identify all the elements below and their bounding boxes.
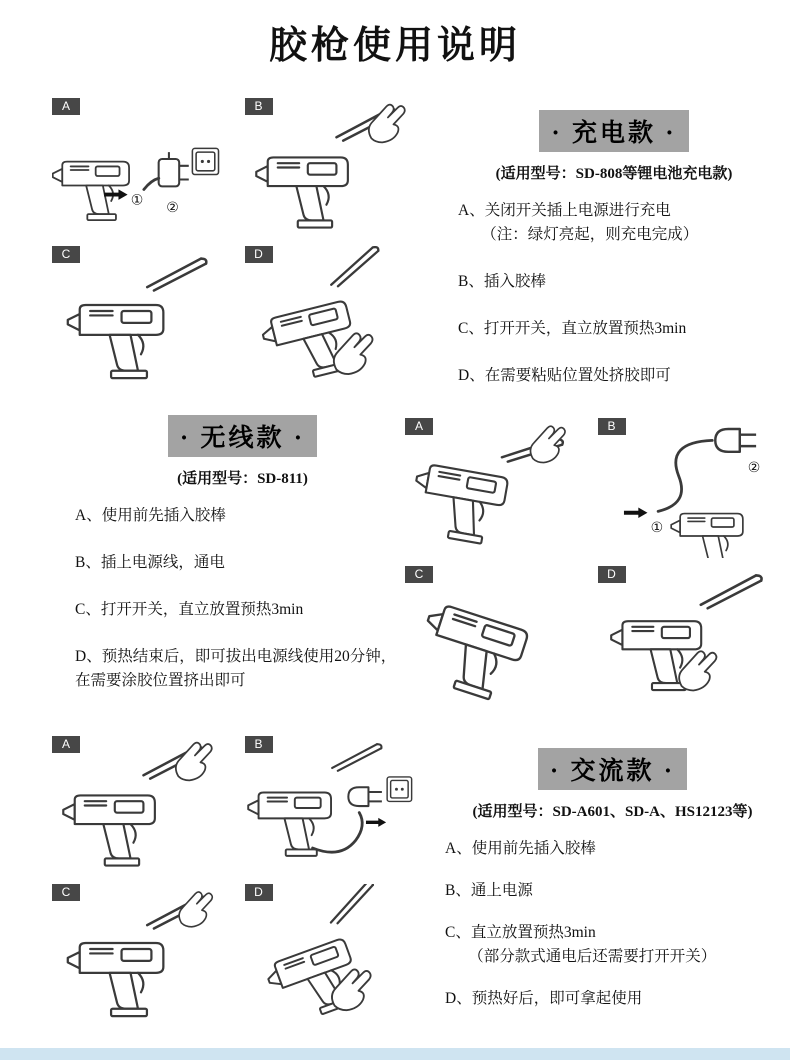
charger-adapter-drawing <box>159 152 189 186</box>
step-marker-2: ② <box>166 199 179 216</box>
step-item <box>445 837 780 861</box>
applicable-models: (适用型号：SD-811) <box>177 471 308 487</box>
step-text: A、使用前先插入胶棒 <box>445 840 596 857</box>
insert-stick-illustration <box>245 98 418 238</box>
section-title-recharge: · 充电款 · <box>539 110 688 152</box>
hand-drawing <box>179 892 212 927</box>
glue-gun-drawing <box>407 463 508 547</box>
step-marker-2: ② <box>747 460 760 477</box>
step-marker-1: ① <box>130 192 144 209</box>
panel-letter-badge: B <box>245 98 273 115</box>
applicable-models: (适用型号：SD-808等锂电池充电款) <box>495 166 733 182</box>
panel-letter-badge: D <box>598 566 626 583</box>
applicable-models: (适用型号：SD-A601、SD-A、HS12123等) <box>472 804 753 820</box>
step-item <box>445 921 780 969</box>
wall-socket-drawing <box>192 148 218 174</box>
direction-arrow-icon <box>623 508 647 518</box>
hand-drawing <box>368 105 404 143</box>
glue-gun-drawing <box>68 943 164 1016</box>
recharge-panel-grid <box>52 98 417 386</box>
figure-panel-recharge-b <box>245 98 418 238</box>
glue-stick-drawing <box>332 744 381 771</box>
section-recharge-text <box>458 110 770 411</box>
panel-letter-badge: A <box>52 736 80 753</box>
step-text: D、预热好后，即可拿起使用 <box>445 990 643 1008</box>
step-marker-1: ① <box>650 519 663 536</box>
power-plug-drawing <box>715 429 756 452</box>
section-title-ac: · 交流款 · <box>538 748 687 790</box>
hand-drawing <box>679 651 716 690</box>
section-ac-text <box>445 748 780 1029</box>
step-item <box>75 551 410 575</box>
step-note: （注：绿灯亮起，则充电完成） <box>481 226 699 244</box>
glue-gun-drawing <box>256 157 348 227</box>
glue-gun-drawing <box>248 792 331 855</box>
hold-and-use-illustration <box>245 884 418 1024</box>
step-text: D、在需要粘贴位置处挤胶即可 <box>458 367 671 385</box>
bottom-accent-bar <box>0 1048 790 1060</box>
hand-drawing <box>333 333 372 374</box>
glue-stick-drawing <box>324 246 384 288</box>
step-text: D、预热结束后，即可拔出电源线使用20分钟，在需要涂胶位置挤出即可 <box>75 648 397 690</box>
step-text: B、插上电源线，通电 <box>75 554 225 572</box>
figure-panel-recharge-c <box>52 246 225 386</box>
step-item <box>75 645 410 693</box>
panel-letter-badge: A <box>405 418 433 435</box>
step-item <box>458 364 770 388</box>
figure-panel-ac-a <box>52 736 225 876</box>
step-note: （部分款式通电后还需要打开开关） <box>468 948 717 966</box>
glue-gun-drawing <box>53 162 129 220</box>
panel-letter-badge: D <box>245 884 273 901</box>
step-item <box>75 504 410 528</box>
panel-letter-badge: B <box>598 418 626 435</box>
section-title-wrap <box>445 748 780 790</box>
figure-panel-recharge-a <box>52 98 225 238</box>
step-text: C、打开开关，直立放置预热3min <box>75 601 304 619</box>
step-text: B、插入胶棒 <box>458 273 546 291</box>
figure-panel-recharge-d <box>245 246 418 386</box>
hold-and-use-illustration <box>598 566 771 706</box>
cordless-panel-grid <box>405 418 770 706</box>
panel-letter-badge: C <box>52 884 80 901</box>
glue-gun-drawing <box>411 601 529 704</box>
glue-stick-drawing <box>147 259 206 291</box>
power-cord-illustration <box>598 418 771 558</box>
direction-arrow-icon <box>104 189 128 199</box>
connect-socket-illustration <box>245 736 418 876</box>
glue-gun-drawing <box>68 305 164 378</box>
step-item <box>445 879 780 903</box>
section-title-wrap <box>75 415 410 457</box>
page-title: 胶枪使用说明 <box>268 25 521 67</box>
hand-drawing <box>176 743 212 781</box>
figure-panel-cordless-a <box>405 418 578 558</box>
glue-stick-drawing <box>700 575 761 608</box>
figure-panel-ac-b <box>245 736 418 876</box>
step-item <box>458 199 770 247</box>
apply-glue-illustration <box>245 246 418 386</box>
panel-letter-badge: C <box>405 566 433 583</box>
step-item <box>445 987 780 1011</box>
panel-letter-badge: B <box>245 736 273 753</box>
switch-on-illustration <box>405 566 578 706</box>
panel-letter-badge: A <box>52 98 80 115</box>
insert-stick-check-illustration <box>52 884 225 1024</box>
step-item <box>458 270 770 294</box>
panel-letter-badge: D <box>245 246 273 263</box>
figure-panel-ac-c <box>52 884 225 1024</box>
step-text: C、打开开关，直立放置预热3min <box>458 320 687 338</box>
step-text: B、通上电源 <box>445 882 533 900</box>
section-title-cordless: · 无线款 · <box>168 415 317 457</box>
step-item <box>75 598 410 622</box>
power-plug-drawing <box>348 787 382 806</box>
glue-stick-drawing <box>322 884 381 925</box>
step-text: A、关闭开关插上电源进行充电 <box>458 202 671 219</box>
direction-arrow-icon <box>365 818 385 827</box>
insert-stick-illustration <box>405 418 578 558</box>
step-text: C、直立放置预热3min <box>445 924 596 942</box>
section-title-wrap <box>458 110 770 152</box>
preheat-illustration <box>52 246 225 386</box>
step-item <box>458 317 770 341</box>
insert-stick-illustration <box>52 736 225 876</box>
ac-panel-grid <box>52 736 417 1024</box>
wall-socket-drawing <box>387 777 412 802</box>
section-cordless-text <box>75 415 410 716</box>
charger-connection-illustration <box>52 98 225 238</box>
glue-gun-drawing <box>63 795 155 865</box>
figure-panel-ac-d <box>245 884 418 1024</box>
glue-gun-drawing <box>671 514 743 558</box>
step-text: A、使用前先插入胶棒 <box>75 507 226 524</box>
figure-panel-cordless-c <box>405 566 578 706</box>
figure-panel-cordless-d <box>598 566 771 706</box>
figure-panel-cordless-b <box>598 418 771 558</box>
panel-letter-badge: C <box>52 246 80 263</box>
